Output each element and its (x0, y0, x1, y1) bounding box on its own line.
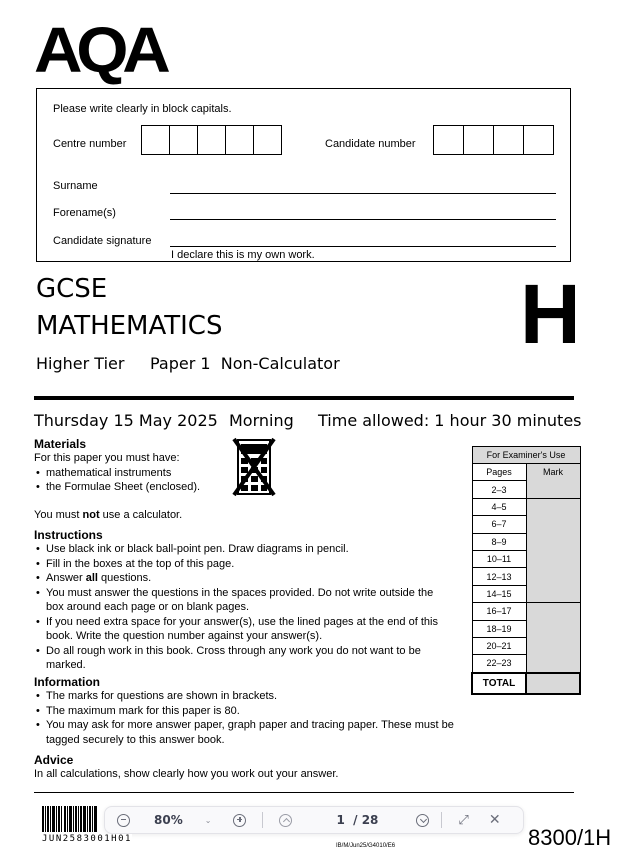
signature-field[interactable] (170, 246, 556, 247)
pages-cell: 10–11 (472, 550, 526, 567)
forename-label: Forename(s) (53, 207, 116, 219)
footer-divider (34, 792, 574, 793)
tier-letter: H (520, 267, 581, 361)
chevron-down-icon (416, 814, 429, 827)
information-item: • The marks for questions are shown in brackets. (34, 689, 454, 704)
zoom-dropdown-chevron-icon[interactable]: ⌄ (204, 815, 212, 825)
pages-cell: 20–21 (472, 637, 526, 654)
mark-cell (526, 498, 580, 515)
mark-cell (526, 533, 580, 550)
information-item: • The maximum mark for this paper is 80. (34, 704, 454, 719)
mark-cell (526, 516, 580, 533)
instructions-heading: Instructions (34, 528, 103, 542)
materials-list (34, 466, 244, 495)
pages-cell: 22–23 (472, 655, 526, 673)
close-icon: ✕ (488, 812, 501, 828)
information-heading: Information (34, 675, 100, 689)
centre-number-digit[interactable] (169, 125, 198, 155)
mark-cell (526, 655, 580, 673)
tier-label: Higher Tier (36, 354, 125, 373)
centre-number-digit[interactable] (141, 125, 170, 155)
zoom-out-icon (117, 814, 130, 827)
emphasis: all (85, 572, 98, 584)
information-section (34, 675, 454, 747)
candidate-number-boxes[interactable] (434, 125, 554, 155)
candidate-number-label: Candidate number (325, 138, 416, 150)
toolbar-separator (441, 812, 442, 828)
candidate-number-digit[interactable] (523, 125, 554, 155)
advice-section (34, 753, 454, 782)
fullscreen-button[interactable] (458, 813, 468, 828)
pages-cell: 16–17 (472, 603, 526, 620)
declaration-text: I declare this is my own work. (171, 249, 315, 261)
candidate-details-box (36, 88, 571, 262)
expand-icon: ⤢ (458, 812, 469, 828)
barcode-text: JUN2583001H01 (42, 834, 132, 844)
surname-label: Surname (53, 180, 98, 192)
title-divider (34, 396, 574, 400)
page-indicator[interactable]: 1 / 28 (336, 813, 379, 827)
instruction-item: • Use black ink or black ball-point pen. Draw diagrams in pencil. (34, 542, 454, 557)
candidate-number-digit[interactable] (433, 125, 464, 155)
surname-field[interactable] (170, 193, 556, 194)
mark-cell (526, 620, 580, 637)
mark-cell (526, 585, 580, 602)
mark-cell (526, 603, 580, 620)
information-item: • You may ask for more answer paper, graph paper and tracing paper. These must be tagged securely to this answer book. (34, 718, 454, 747)
mark-cell (526, 568, 580, 585)
pages-column-header: Pages (472, 464, 526, 481)
qualification-title: GCSE (36, 274, 108, 304)
centre-number-digit[interactable] (225, 125, 254, 155)
total-mark-cell (526, 673, 580, 694)
paper-code: 8300/1H (528, 825, 612, 850)
block-capitals-instruction: Please write clearly in block capitals. (53, 103, 232, 115)
examiner-table-title: For Examiner's Use (472, 447, 580, 464)
zoom-in-icon (233, 814, 246, 827)
zoom-in-button[interactable] (233, 814, 246, 827)
centre-number-label: Centre number (53, 138, 127, 150)
instruction-item: • You must answer the questions in the spaces provided. Do not write outside the box around each page or on blank pages. (34, 586, 454, 615)
pages-cell: 12–13 (472, 568, 526, 585)
pages-cell: 2–3 (472, 481, 526, 498)
exam-session: Morning (229, 411, 294, 430)
examiner-use-table (471, 446, 581, 695)
aqa-logo: AQA (34, 14, 165, 86)
zoom-level[interactable]: 80% (154, 813, 183, 827)
advice-text: In all calculations, show clearly how you work out your answer. (34, 768, 339, 780)
pages-cell: 6–7 (472, 516, 526, 533)
calculator-notice-bold: not (82, 508, 100, 521)
exam-date: Thursday 15 May 2025 (34, 411, 218, 430)
instructions-list (34, 542, 454, 673)
signature-label: Candidate signature (53, 235, 152, 247)
materials-intro: For this paper you must have: (34, 452, 180, 464)
materials-heading: Materials (34, 437, 87, 451)
close-button[interactable] (489, 812, 501, 828)
document-reference: IB/M/Jun25/G4010/E6 (336, 843, 396, 849)
pages-cell: 18–19 (472, 620, 526, 637)
instruction-item: • Do all rough work in this book. Cross through any work you do not want to be marked. (34, 644, 454, 673)
information-list (34, 689, 454, 747)
mark-cell (526, 637, 580, 654)
centre-number-digit[interactable] (253, 125, 282, 155)
materials-item: • the Formulae Sheet (enclosed). (34, 480, 244, 495)
instructions-section (34, 528, 454, 673)
pages-cell: 8–9 (472, 533, 526, 550)
forename-field[interactable] (170, 219, 556, 220)
centre-number-boxes[interactable] (142, 125, 282, 155)
instruction-item: • Fill in the boxes at the top of this page. (34, 557, 454, 572)
calculator-notice (34, 508, 244, 523)
chevron-up-icon (279, 814, 292, 827)
subject-title: MATHEMATICS (36, 311, 223, 341)
previous-page-button[interactable] (279, 814, 292, 827)
paper-label: Paper 1 Non-Calculator (150, 354, 340, 373)
mark-cell (526, 550, 580, 567)
pdf-viewer-toolbar (104, 806, 524, 834)
mark-column-header: Mark (526, 464, 580, 481)
instruction-item: • If you need extra space for your answer(s), use the lined pages at the end of this book. Write the question number against your answer(s). (34, 615, 454, 644)
no-calculator-icon (232, 437, 276, 497)
calculator-notice-pre: You must (34, 508, 83, 521)
centre-number-digit[interactable] (197, 125, 226, 155)
time-allowed: Time allowed: 1 hour 30 minutes (318, 411, 582, 430)
calculator-notice-post: use a calculator. (99, 508, 183, 521)
pages-cell: 4–5 (472, 498, 526, 515)
zoom-out-button[interactable] (117, 814, 130, 827)
next-page-button[interactable] (416, 814, 429, 827)
total-label: TOTAL (472, 673, 526, 694)
mark-cell (526, 481, 580, 498)
candidate-number-digit[interactable] (463, 125, 494, 155)
materials-item: • mathematical instruments (34, 466, 244, 481)
advice-heading: Advice (34, 753, 74, 767)
pages-cell: 14–15 (472, 585, 526, 602)
toolbar-separator (262, 812, 263, 828)
barcode-icon (42, 806, 98, 832)
instruction-item: • Answer all questions. (34, 571, 454, 586)
candidate-number-digit[interactable] (493, 125, 524, 155)
materials-section (34, 437, 244, 522)
